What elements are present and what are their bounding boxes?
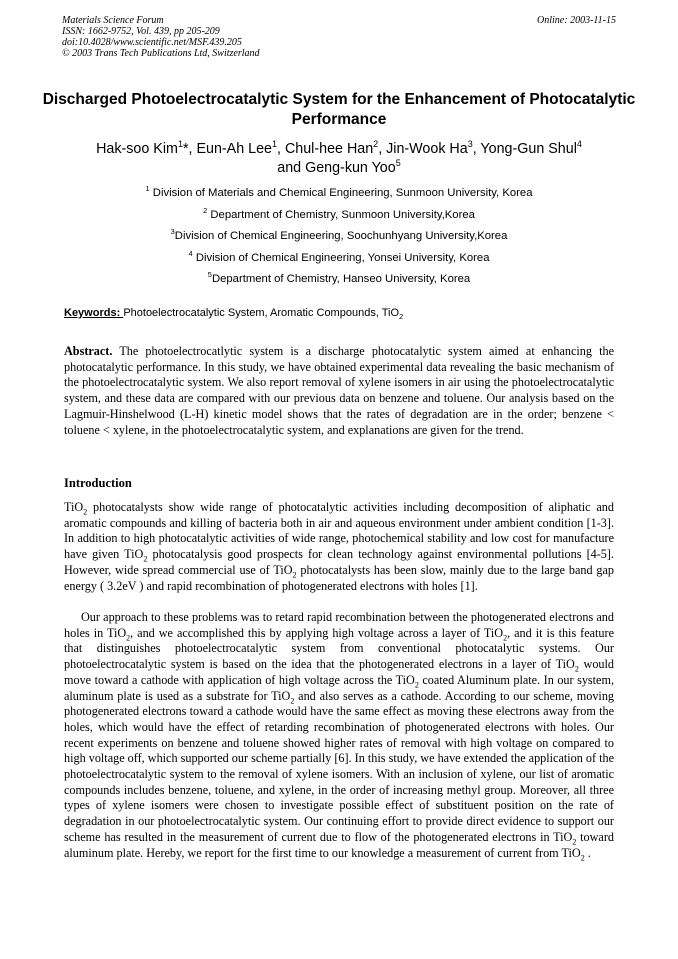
text-run: photocatalysis good prospects for clean technology against environmental pollutions [4-5]. However, wide spread commercial use of TiO — [64, 547, 614, 577]
affiliation-number: 3 — [170, 227, 175, 237]
affiliation-number: 5 — [207, 270, 212, 280]
author-name: Chul-hee Han — [284, 141, 374, 157]
abstract-paragraph — [64, 344, 614, 438]
text-run: , and we accomplished this by applying high voltage across a layer of TiO — [130, 625, 504, 640]
subscript: 2 — [290, 695, 295, 705]
affiliation-item — [40, 248, 638, 273]
abstract-text: The photoelectrocatlytic system is a discharge photocatalytic system aimed at enhancing the photocatalytic performance. In this study, we have obtained experimental data revealing the basic mechanism of the photoelectrocatalytic system. We also report removal of xylene isomers in air using the photoelectrocatalytic system, and these data are compared with our previous data on benzene and toluene. Our analysis based on the Lagmuir-Hinshelwood (L-H) kinetic model shows that the rates of degradation are in the order; benzene < toluene < xylene, in the photoelectrocatalytic system, and explanations are given for the trend. — [64, 344, 614, 437]
abstract-label: Abstract. — [64, 344, 113, 358]
text-run: coated Aluminum plate. In our system, aluminum plate is used as a substrate for TiO — [64, 672, 614, 703]
text-run: toward aluminum plate. Hereby, we report for the first time to our knowledge a measurement of current from TiO — [64, 829, 614, 860]
author-separator: , — [378, 141, 387, 157]
author-affiliation-mark: 1 — [177, 139, 183, 150]
subscript: 2 — [572, 837, 577, 847]
subscript: 2 — [83, 507, 88, 517]
journal-name: Materials Science Forum — [62, 15, 164, 26]
online-date: Online: 2003-11-15 — [537, 15, 616, 26]
affiliation-text: Department of Chemistry, Hanseo University, Korea — [211, 273, 471, 285]
copyright-line: © 2003 Trans Tech Publications Ltd, Switzerland — [62, 48, 260, 59]
affiliation-number: 4 — [188, 248, 193, 258]
subscript: 2 — [126, 633, 131, 643]
subscript: 2 — [414, 680, 419, 690]
author-affiliation-mark: 2 — [373, 139, 379, 150]
keywords-colon: : — [116, 307, 124, 319]
affiliation-item — [40, 205, 638, 230]
corresponding-mark: *, — [182, 141, 197, 157]
keywords-line — [64, 306, 618, 320]
subscript: 2 — [574, 664, 579, 674]
affiliation-text: Department of Chemistry, Sunmoon University,Korea — [207, 208, 475, 221]
subscript: 2 — [143, 554, 148, 564]
journal-header — [62, 15, 616, 59]
author-separator: , — [472, 141, 481, 157]
author-list — [40, 140, 638, 178]
affiliation-item — [40, 272, 638, 294]
text-run: Our approach to these problems was to retard rapid recombination between the photogenerated electrons and holes in TiO — [64, 610, 614, 640]
author-name: Eun-Ah Lee — [196, 141, 272, 157]
keywords-label: Keywords — [64, 307, 117, 319]
issn-line: ISSN: 1662-9752, Vol. 439, pp 205-209 — [62, 26, 220, 37]
author-affiliation-mark: 3 — [467, 139, 473, 150]
subscript: 2 — [580, 852, 585, 862]
text-run: photocatalysts has been slow, mainly due to the large band gap energy ( 3.2eV ) and rapid recombination of photogenerated electrons with holes [1]. — [64, 562, 614, 593]
affiliation-item — [40, 186, 638, 208]
text-run: photocatalysts show wide range of photocatalytic activities including decomposition of aliphatic and aromatic compounds and killing of bacteria both in air and aqueous environment under ambient condition [1-3]. In addition to high photocatalytic activities of wide range, photochemical stability and low cost for manufacture have given TiO — [64, 500, 614, 562]
paper-title: Discharged Photoelectrocatalytic System for the Enhancement of Photocatalytic Performance — [42, 91, 636, 128]
affiliation-item — [40, 229, 638, 251]
author-name: Jin-Wook Ha — [386, 141, 468, 157]
text-run: . — [584, 845, 591, 860]
affiliation-text: Division of Materials and Chemical Engineering, Sunmoon University, Korea — [149, 187, 533, 199]
subscript: 2 — [503, 633, 508, 643]
keywords-subscript: 2 — [399, 312, 404, 322]
author-conjunction: and — [277, 160, 306, 176]
affiliation-number: 1 — [145, 184, 150, 194]
text-run: , and it is this feature that distinguishes photoelectrocatalytic system from conventional photocatalytic systems. Our photoelectrocatalytic system is based on the idea that the photogenerated electrons in a layer of TiO — [64, 625, 614, 672]
text-run: and also serves as a cathode. According to our scheme, moving photogenerated electrons toward a cathode would have the same effect as moving these electrons away from the holes, which would have the effect of retarding recombination of photogenerated electrons with holes. Our recent experiments on benzene and toluene showed higher rates of removal with high voltage on compared to high voltage off, which supported our scheme partially [6]. In this study, we have extended the application of the photoelectrocatalytic system to the removal of xylene isomers. With an inclusion of xylene, our list of aromatic compounds includes benzene, toluene, and xylene, in the order of increasing methyl group. Moreover, all three types of xylene isomers were chosen to investigate possible effect of substituent position on the rate of degradation in our photoelectrocatalytic system. Our continuing effort to provide direct evidence to support our scheme has resulted in the measurement of current due to flow of the photogenerated electrons in TiO — [64, 688, 615, 844]
doi-line: doi:10.4028/www.scientific.net/MSF.439.205 — [62, 37, 242, 48]
author-affiliation-mark: 1 — [271, 139, 277, 150]
author-name: Geng-kun Yoo — [305, 160, 396, 176]
affiliation-text: Division of Chemical Engineering, Soochunhyang University,Korea — [174, 230, 508, 242]
author-affiliation-mark: 5 — [395, 158, 401, 169]
author-separator: , — [277, 141, 285, 157]
introduction-paragraph-2 — [64, 610, 614, 861]
author-affiliation-mark: 4 — [576, 139, 582, 150]
keywords-text: Photoelectrocatalytic System, Aromatic Compounds, TiO — [123, 307, 400, 319]
affiliation-number: 2 — [203, 205, 208, 215]
text-run: TiO — [64, 500, 84, 514]
author-name: Hak-soo Kim — [96, 141, 178, 157]
author-name: Yong-Gun Shul — [480, 141, 577, 157]
affiliation-list — [40, 186, 638, 294]
subscript: 2 — [292, 570, 297, 580]
text-run: would move toward a cathode with application of high voltage across the TiO — [64, 657, 615, 687]
introduction-heading: Introduction — [64, 476, 132, 490]
affiliation-text: Division of Chemical Engineering, Yonsei University, Korea — [192, 251, 490, 264]
introduction-paragraph-1 — [64, 500, 614, 594]
